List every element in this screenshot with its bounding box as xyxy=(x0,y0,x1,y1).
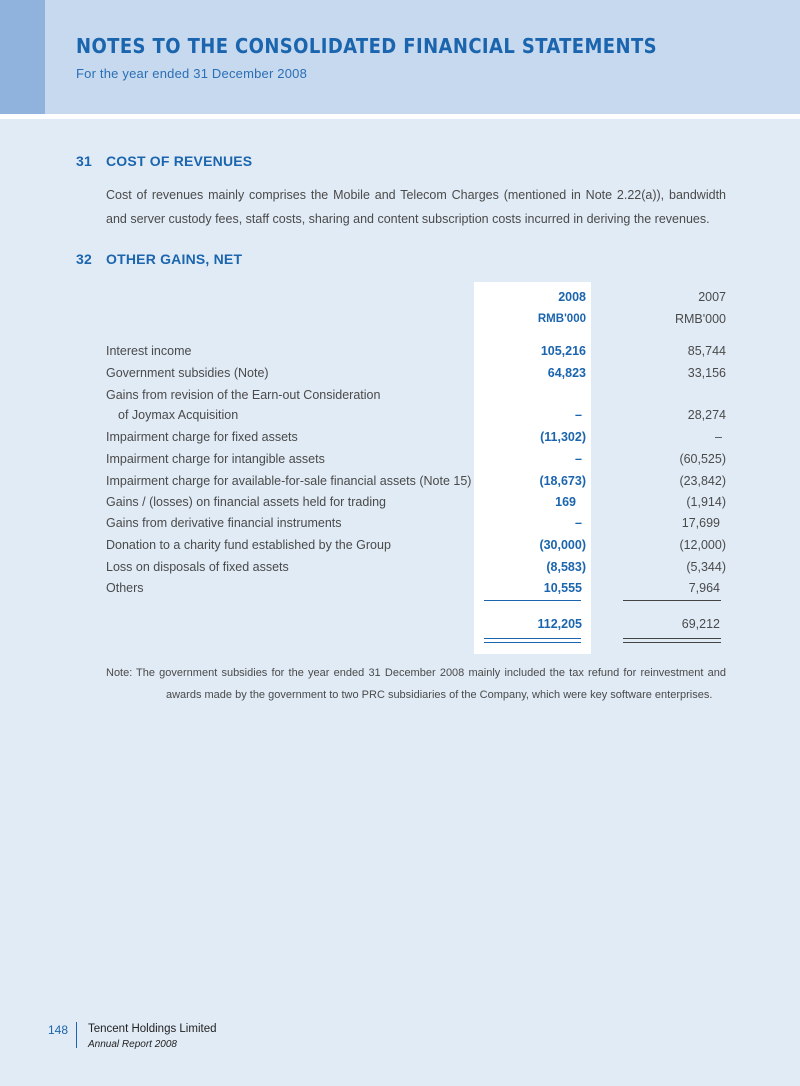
value-2007: (12,000) xyxy=(679,538,726,552)
row-label: Impairment charge for available-for-sale financial assets (Note 15) xyxy=(106,474,472,488)
value-2007: 85,744 xyxy=(687,344,726,358)
table-row xyxy=(106,362,726,384)
header-tab xyxy=(0,0,45,114)
footer-company: Tencent Holdings Limited xyxy=(88,1023,217,1035)
row-label: of Joymax Acquisition xyxy=(118,408,239,422)
table-row xyxy=(106,556,726,578)
header-divider xyxy=(0,114,800,119)
table-row xyxy=(106,404,726,426)
row-label: Others xyxy=(106,581,144,595)
row-label: Donation to a charity fund established by the Group xyxy=(106,538,391,552)
value-2008: (30,000) xyxy=(539,538,586,552)
value-2008: (11,302) xyxy=(540,430,586,444)
page-number: 148 xyxy=(48,1023,69,1037)
total-double-rule-2008 xyxy=(484,642,581,643)
row-label: Gains / (losses) on financial assets held for trading xyxy=(106,495,386,509)
column-unit-2008: RMB'000 xyxy=(537,313,586,325)
section-title: OTHER GAINS, NET xyxy=(106,251,243,267)
row-label: Loss on disposals of fixed assets xyxy=(106,560,289,574)
note-text: The government subsidies for the year ended 31 December 2008 mainly included the tax refund for reinvestment and awards made by the government to two PRC subsidiaries of the Company, which were key software enterprises. xyxy=(136,667,726,701)
total-double-rule-2007 xyxy=(623,638,721,639)
value-2007: (60,525) xyxy=(679,452,726,466)
value-2007: (5,344) xyxy=(686,560,726,574)
footer-report: Annual Report 2008 xyxy=(88,1039,177,1050)
value-2008: – xyxy=(575,516,582,530)
table-row xyxy=(106,426,726,448)
value-2007: 7,964 xyxy=(688,581,720,595)
total-2007: 69,212 xyxy=(681,617,720,631)
table-footnote xyxy=(106,662,726,706)
page-title: NOTES TO THE CONSOLIDATED FINANCIAL STATEMENTS xyxy=(76,34,657,58)
value-2008: 169 xyxy=(555,495,576,509)
value-2007: – xyxy=(715,430,722,444)
subtotal-rule-2007 xyxy=(623,600,721,601)
value-2008: 105,216 xyxy=(540,344,586,358)
section-title: COST OF REVENUES xyxy=(106,153,253,169)
table-row xyxy=(106,448,726,470)
table-total-row xyxy=(106,613,726,635)
value-2008: (18,673) xyxy=(539,474,586,488)
table-row xyxy=(106,384,726,406)
row-label: Interest income xyxy=(106,344,192,358)
value-2007: (1,914) xyxy=(686,495,726,509)
table-row xyxy=(106,470,726,492)
row-label: Impairment charge for fixed assets xyxy=(106,430,298,444)
value-2007: 17,699 xyxy=(681,516,720,530)
value-2007: 28,274 xyxy=(687,408,726,422)
column-header-2008: 2008 xyxy=(558,290,586,304)
value-2008: – xyxy=(575,408,582,422)
column-header-2007: 2007 xyxy=(698,290,726,304)
subtotal-rule-2008 xyxy=(484,600,581,601)
value-2007: 33,156 xyxy=(687,366,726,380)
table-row xyxy=(106,577,726,599)
value-2008: 10,555 xyxy=(543,581,582,595)
row-label: Gains from derivative financial instruments xyxy=(106,516,342,530)
table-row xyxy=(106,512,726,534)
total-double-rule-2007 xyxy=(623,642,721,643)
footer-divider xyxy=(76,1022,77,1048)
value-2008: (8,583) xyxy=(546,560,586,574)
table-row xyxy=(106,491,726,513)
total-2008: 112,205 xyxy=(537,617,582,631)
value-2007: (23,842) xyxy=(679,474,726,488)
note-label: Note: xyxy=(106,667,133,679)
page-subtitle: For the year ended 31 December 2008 xyxy=(76,66,308,81)
value-2008: – xyxy=(575,452,582,466)
section-number: 32 xyxy=(76,251,92,267)
total-double-rule-2008 xyxy=(484,638,581,639)
section-31-text: Cost of revenues mainly comprises the Mobile and Telecom Charges (mentioned in Note 2.22(a)), bandwidth and server custody fees, staff costs, sharing and content subscription costs incurred in deriving the revenues. xyxy=(106,188,726,226)
table-row xyxy=(106,534,726,556)
row-label: Government subsidies (Note) xyxy=(106,366,269,380)
table-row xyxy=(106,340,726,362)
row-label: Gains from revision of the Earn-out Consideration xyxy=(106,388,381,402)
section-number: 31 xyxy=(76,153,92,169)
column-unit-2007: RMB'000 xyxy=(674,312,726,326)
table-header-year xyxy=(106,286,726,308)
row-label: Impairment charge for intangible assets xyxy=(106,452,325,466)
value-2008: 64,823 xyxy=(547,366,586,380)
table-header-unit xyxy=(106,308,726,330)
